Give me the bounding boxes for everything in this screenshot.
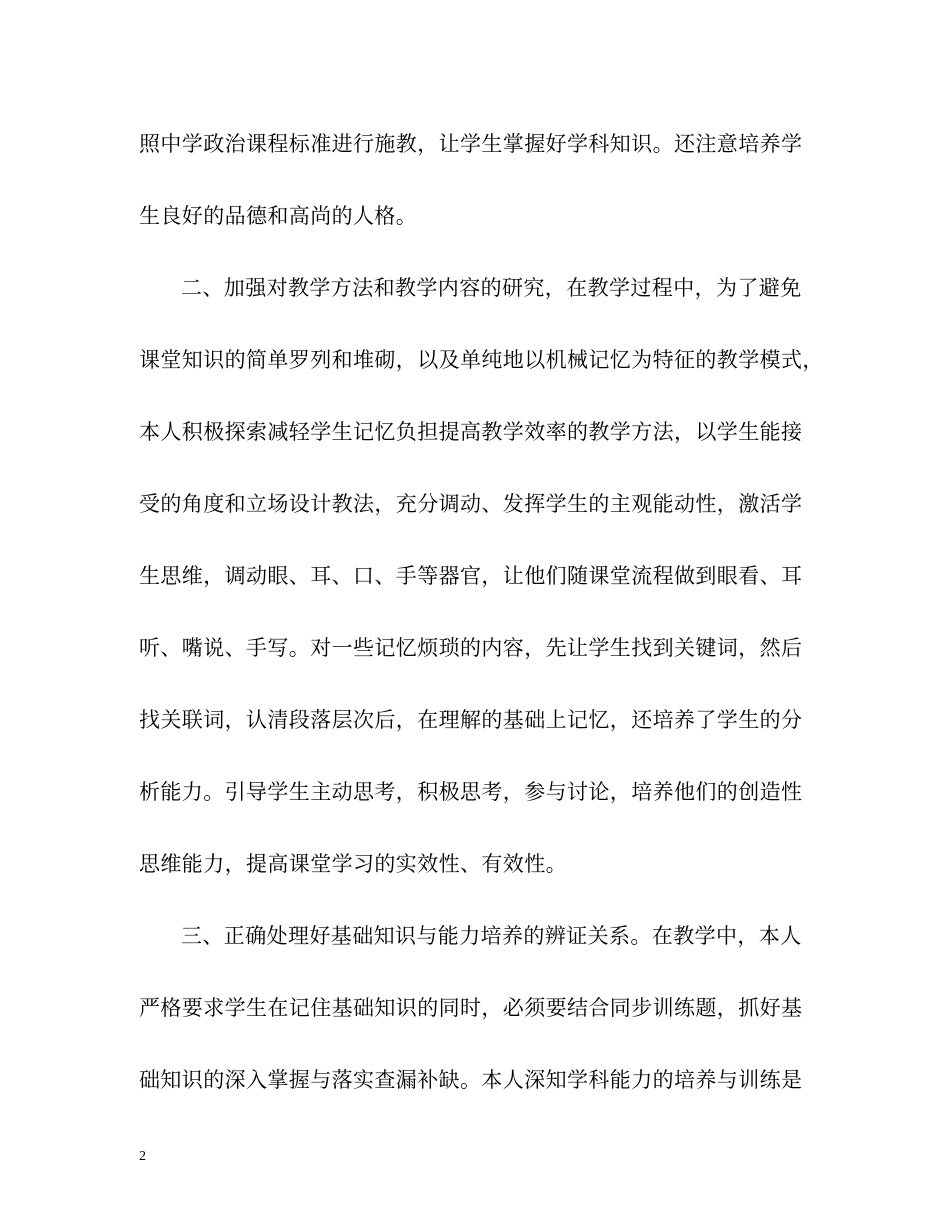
text-line-13: 严格要求学生在记住基础知识的同时，必须要结合同步训练题，抓好基 — [139, 996, 803, 1020]
text-line-2: 生良好的品德和高尚的人格。 — [139, 204, 418, 228]
text-line-12: 三、正确处理好基础知识与能力培养的辨证关系。在教学中，本人 — [181, 924, 802, 948]
text-line-6: 受的角度和立场设计教法，充分调动、发挥学生的主观能动性，激活学 — [139, 492, 803, 516]
page-number: 2 — [139, 1149, 146, 1164]
text-line-11: 思维能力，提高课堂学习的实效性、有效性。 — [139, 852, 567, 876]
text-line-9: 找关联词，认清段落层次后，在理解的基础上记忆，还培养了学生的分 — [139, 708, 803, 732]
text-line-4: 课堂知识的简单罗列和堆砌，以及单纯地以机械记忆为特征的教学模式， — [139, 348, 824, 372]
text-line-3: 二、加强对教学方法和教学内容的研究，在教学过程中，为了避免 — [181, 276, 802, 300]
text-line-1: 照中学政治课程标准进行施教，让学生掌握好学科知识。还注意培养学 — [139, 132, 803, 156]
text-line-7: 生思维，调动眼、耳、口、手等器官，让他们随课堂流程做到眼看、耳 — [139, 564, 803, 588]
text-line-8: 听、嘴说、手写。对一些记忆烦琐的内容，先让学生找到关键词，然后 — [139, 636, 803, 660]
text-line-5: 本人积极探索减轻学生记忆负担提高教学效率的教学方法，以学生能接 — [139, 420, 803, 444]
text-line-10: 析能力。引导学生主动思考，积极思考，参与讨论，培养他们的创造性 — [139, 780, 803, 804]
text-line-14: 础知识的深入掌握与落实查漏补缺。本人深知学科能力的培养与训练是 — [139, 1068, 803, 1092]
